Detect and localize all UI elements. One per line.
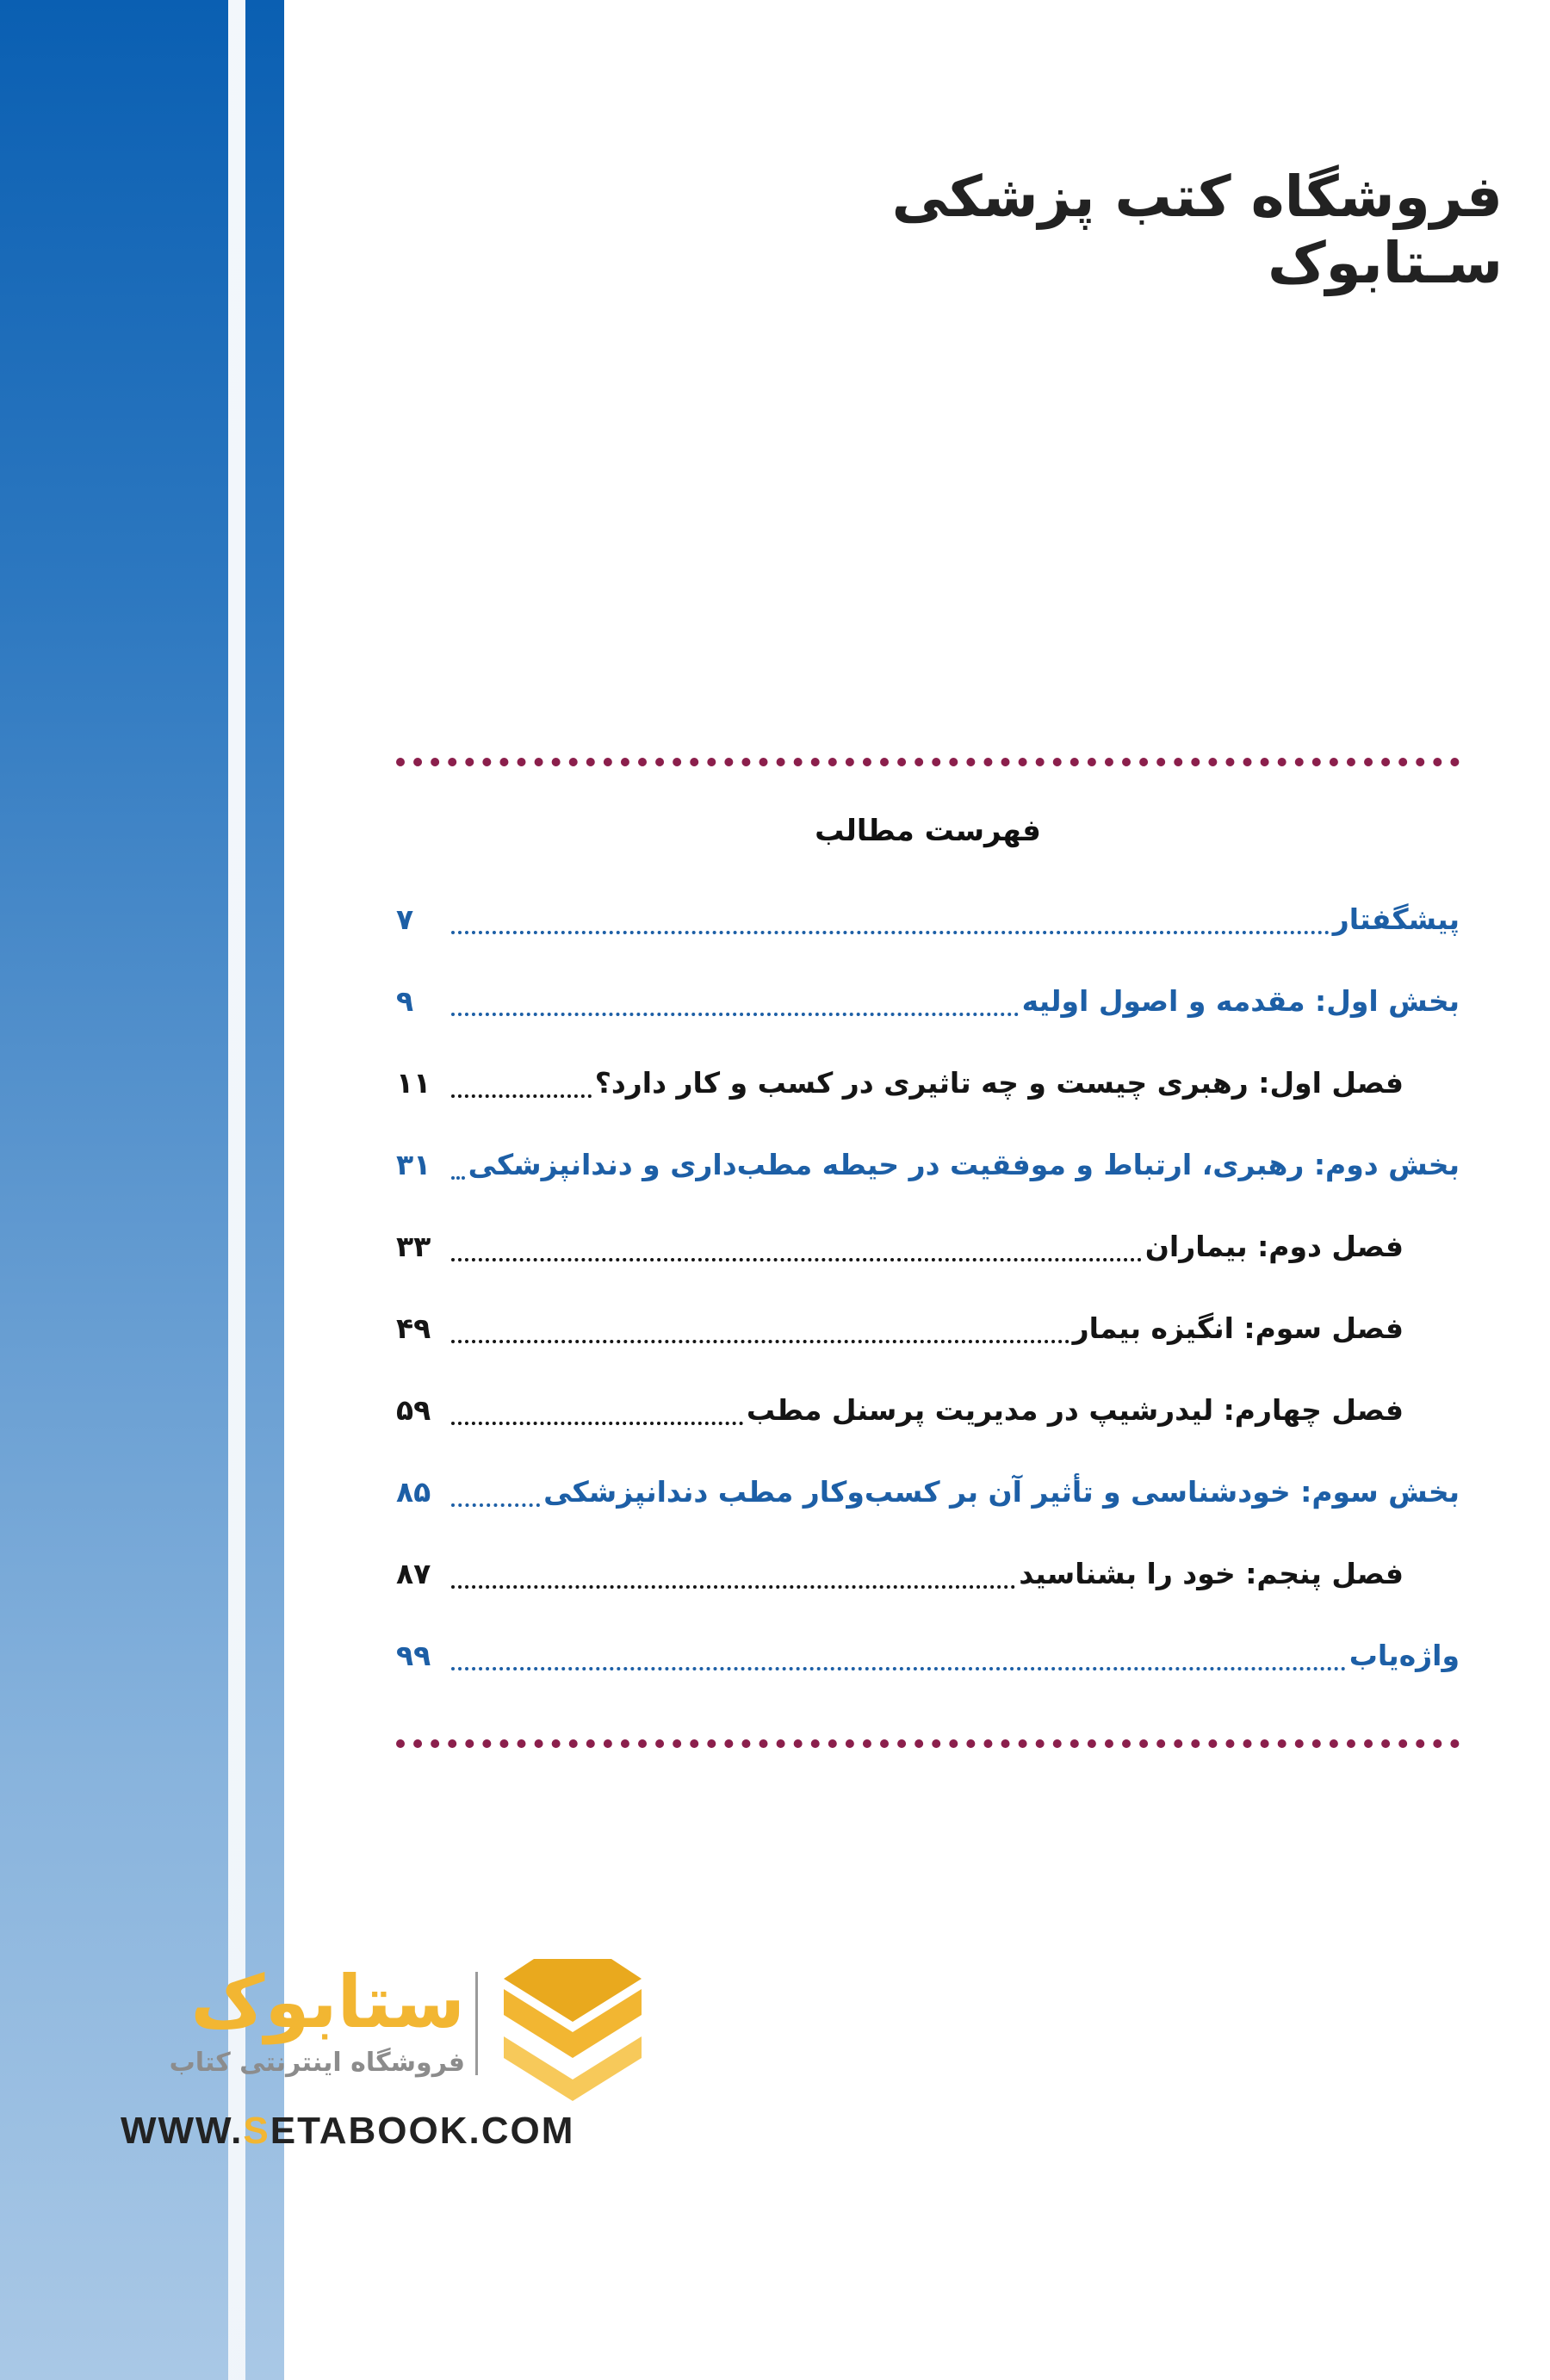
toc-entry-page: ۵۹	[396, 1393, 431, 1427]
toc-entry-label: بخش دوم: رهبری، ارتباط و موفقیت در حیطه مطب‌داری و دندانپزشکی	[468, 1148, 1460, 1181]
dot-leader	[451, 1422, 743, 1425]
bottom-dotted-divider	[396, 1739, 1460, 1748]
page-title: فروشگاه کتب پزشکی سـتابوک	[891, 164, 1503, 296]
toc-entry-page: ۱۱	[396, 1066, 431, 1100]
toc-entry-page: ۳۳	[396, 1230, 431, 1263]
toc-entry-label: فصل پنجم: خود را بشناسید	[1019, 1557, 1404, 1590]
toc-entry-label: بخش سوم: خودشناسی و تأثیر آن بر کسب‌وکار مطب دندانپزشکی	[543, 1475, 1460, 1509]
toc-entry-page: ۳۱	[396, 1148, 431, 1181]
dot-leader	[451, 931, 1330, 934]
dot-leader	[451, 1094, 592, 1098]
dot-leader	[451, 1176, 465, 1180]
toc-entry[interactable]	[396, 1042, 1460, 1124]
toc-entry-label: فصل دوم: بیماران	[1144, 1230, 1404, 1263]
dot-leader	[451, 1585, 1015, 1589]
logo-wordmark: ستابوک	[190, 1960, 465, 2044]
dot-leader	[451, 1258, 1142, 1261]
logo-tagline: فروشگاه اینترنتی کتاب	[169, 2048, 465, 2078]
toc-entry[interactable]	[396, 1369, 1460, 1451]
toc-entry-page: ۴۹	[396, 1311, 431, 1345]
toc-entry[interactable]	[396, 1615, 1460, 1696]
toc-entry-label: فصل اول: رهبری چیست و چه تاثیری در کسب و کار دارد؟	[594, 1066, 1404, 1100]
toc-entry-page: ۹۹	[396, 1639, 431, 1672]
toc-entry-page: ۸۵	[396, 1475, 431, 1509]
dot-leader	[451, 1340, 1070, 1343]
publisher-logo	[121, 1955, 672, 2161]
toc-entry[interactable]	[396, 1533, 1460, 1615]
toc-entry[interactable]	[396, 1287, 1460, 1369]
url-accent-letter: S	[243, 2110, 270, 2152]
website-url[interactable]	[121, 2110, 672, 2153]
logo-divider	[475, 1972, 478, 2075]
toc-entry-page: ۷	[396, 902, 414, 936]
dot-leader	[451, 1013, 1019, 1016]
dot-leader	[451, 1667, 1346, 1670]
toc-heading: فهرست مطالب	[815, 814, 1041, 848]
book-chevron-icon	[499, 1955, 646, 2101]
toc-entry-page: ۸۷	[396, 1557, 431, 1590]
toc-entry[interactable]	[396, 960, 1460, 1042]
toc-entry-label: پیشگفتار	[1332, 902, 1460, 936]
url-prefix: WWW.	[121, 2110, 244, 2152]
dot-leader	[451, 1503, 540, 1507]
toc-entry-label: فصل چهارم: لیدرشیپ در مدیریت پرسنل مطب	[746, 1393, 1404, 1427]
toc-entry[interactable]	[396, 1124, 1460, 1205]
toc-entry[interactable]	[396, 878, 1460, 960]
top-dotted-divider	[396, 758, 1460, 766]
toc-entry[interactable]	[396, 1205, 1460, 1287]
toc-entry-label: واژه‌یاب	[1348, 1639, 1460, 1672]
toc-entry-label: فصل سوم: انگیزه بیمار	[1072, 1311, 1404, 1345]
toc-entry-label: بخش اول: مقدمه و اصول اولیه	[1021, 984, 1460, 1018]
table-of-contents	[396, 878, 1460, 1696]
toc-entry-page: ۹	[396, 984, 414, 1018]
toc-entry[interactable]	[396, 1451, 1460, 1533]
url-suffix: ETABOOK.COM	[270, 2110, 575, 2152]
